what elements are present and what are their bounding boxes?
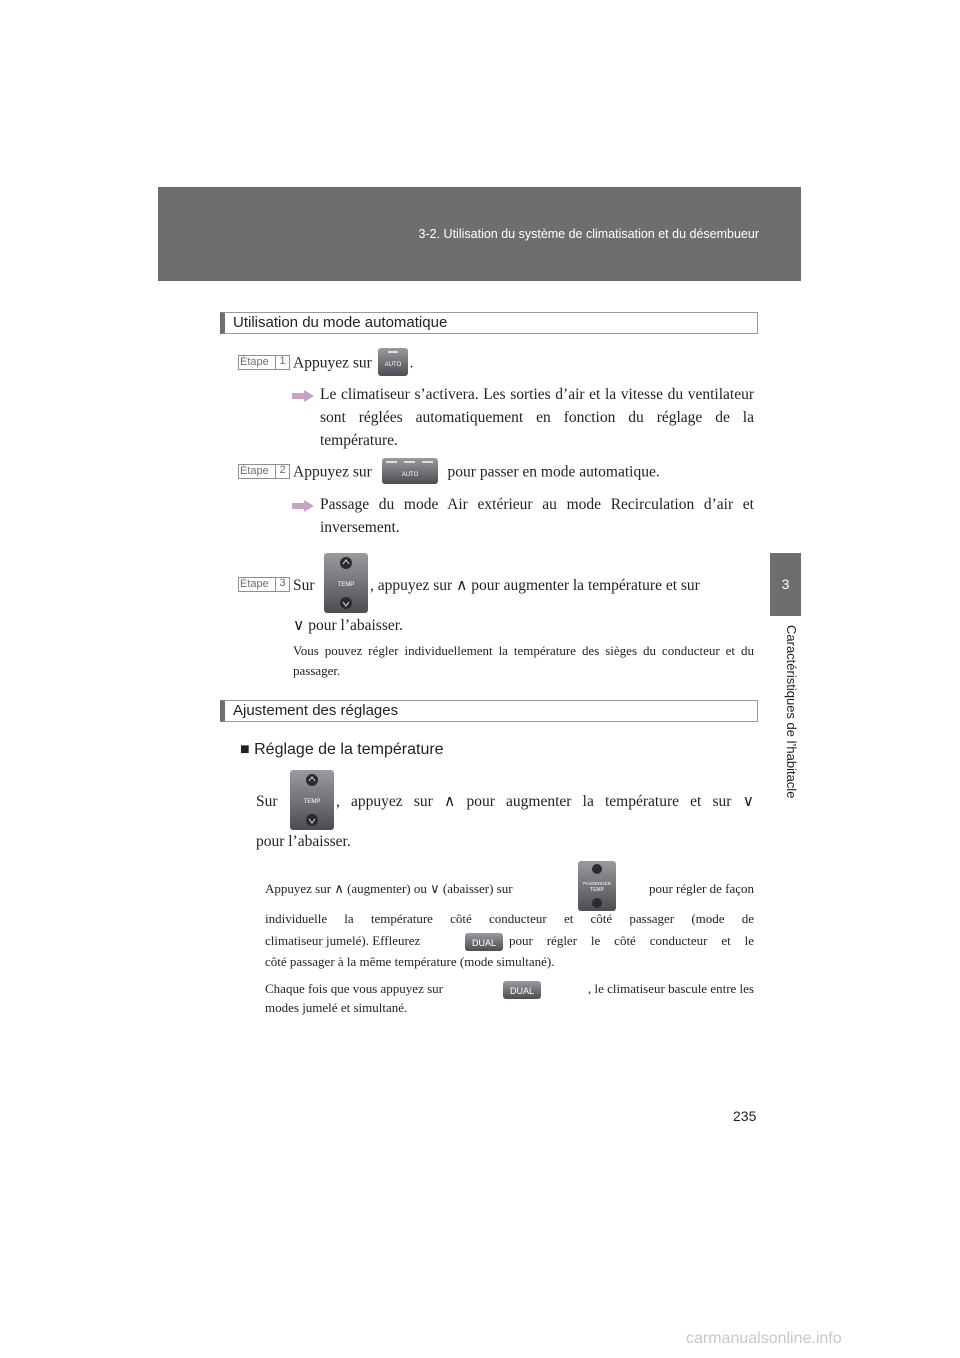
temp-button-icon xyxy=(290,770,334,830)
svg-text:TEMP: TEMP xyxy=(590,887,604,893)
step1-text-end: . xyxy=(409,354,414,372)
step2-result: Passage du mode Air extérieur au mode Recirculation d’air et inversement. xyxy=(320,496,754,536)
note1-text-f: côté passager à la même température (mode simultané). xyxy=(265,954,555,969)
note2-text-b: , le climatiseur bascule entre les xyxy=(587,981,754,996)
svg-text:DUAL: DUAL xyxy=(509,986,535,996)
chapter-tab: 3 xyxy=(770,553,801,616)
step3-text-c: ∨ pour l’abaisser. xyxy=(293,617,403,634)
result-arrow-icon xyxy=(292,500,314,512)
chapter-side-label: Caractéristiques de l’habitacle xyxy=(784,625,799,799)
auto-button-icon xyxy=(378,348,408,376)
step-badge-2 xyxy=(238,464,290,479)
section-title: Utilisation du mode automatique xyxy=(233,314,448,331)
step2-instruction xyxy=(293,460,660,486)
section-heading-adjustments xyxy=(220,700,758,722)
temp-button-icon xyxy=(324,553,368,613)
page-number: 235 xyxy=(733,1108,757,1124)
step1-text: Appuyez sur xyxy=(293,354,372,372)
step2-text-end: pour passer en mode automatique. xyxy=(447,463,660,481)
step-badge-1 xyxy=(238,355,290,370)
svg-text:AUTO: AUTO xyxy=(401,472,418,478)
step-label: Étape xyxy=(240,578,269,590)
chapter-header xyxy=(158,187,801,281)
dual-button-icon xyxy=(503,981,541,999)
temperature-body-c: pour l’abaisser. xyxy=(256,833,351,850)
temperature-body-b: , appuyez sur ∧ pour augmenter la température et sur ∨ xyxy=(336,793,754,810)
dual-button-icon xyxy=(465,933,503,951)
step-label: Étape xyxy=(240,356,269,368)
result-arrow-icon xyxy=(292,390,314,402)
step1-result: Le climatiseur s’activera. Les sorties d’air et la vitesse du ventilateur sont réglées automatiquement en fonction du réglage de la température. xyxy=(320,386,754,449)
step2-text: Appuyez sur xyxy=(293,463,372,481)
step3-note: Vous pouvez régler individuellement la température des sièges du conducteur et du passager. xyxy=(293,643,754,678)
svg-text:AUTO: AUTO xyxy=(384,362,401,368)
note2-text-c: modes jumelé et simultané. xyxy=(265,1000,408,1015)
note2-text-a: Chaque fois que vous appuyez sur xyxy=(265,981,443,996)
step-number: 2 xyxy=(275,464,289,479)
note1-text-c: individuelle la température côté conducteur et côté passager (mode de xyxy=(265,911,754,926)
note1-text-e: pour régler le côté conducteur et le xyxy=(509,933,754,948)
subsection-title: ■ Réglage de la température xyxy=(240,741,444,758)
note1-text-b: pour régler de façon xyxy=(648,881,754,896)
svg-text:TEMP: TEMP xyxy=(337,582,355,588)
step-number: 3 xyxy=(275,577,289,592)
temperature-body-a: Sur xyxy=(256,793,278,810)
svg-text:TEMP: TEMP xyxy=(303,799,321,805)
svg-text:DUAL: DUAL xyxy=(471,938,497,948)
note1-text-a: Appuyez sur ∧ (augmenter) ou ∨ (abaisser) sur xyxy=(265,881,513,896)
auto-recirculation-button-icon xyxy=(382,458,438,484)
step1-instruction xyxy=(293,350,414,378)
watermark: carmanualsonline.info xyxy=(686,1330,842,1347)
svg-text:PASSENGER: PASSENGER xyxy=(583,881,611,886)
section-title: Ajustement des réglages xyxy=(233,702,399,719)
note1-text-d: climatiseur jumelé). Effleurez xyxy=(265,933,421,948)
passenger-temp-button-icon xyxy=(578,861,616,911)
section-heading-auto-mode xyxy=(220,312,758,334)
step-badge-3 xyxy=(238,577,290,592)
step-number: 1 xyxy=(275,355,289,370)
step3-text-a: Sur xyxy=(293,577,315,594)
step-label: Étape xyxy=(240,465,269,477)
header-title: 3-2. Utilisation du système de climatisation et du désembueur xyxy=(418,227,759,241)
step3-text-b: , appuyez sur ∧ pour augmenter la température et sur xyxy=(370,577,700,594)
